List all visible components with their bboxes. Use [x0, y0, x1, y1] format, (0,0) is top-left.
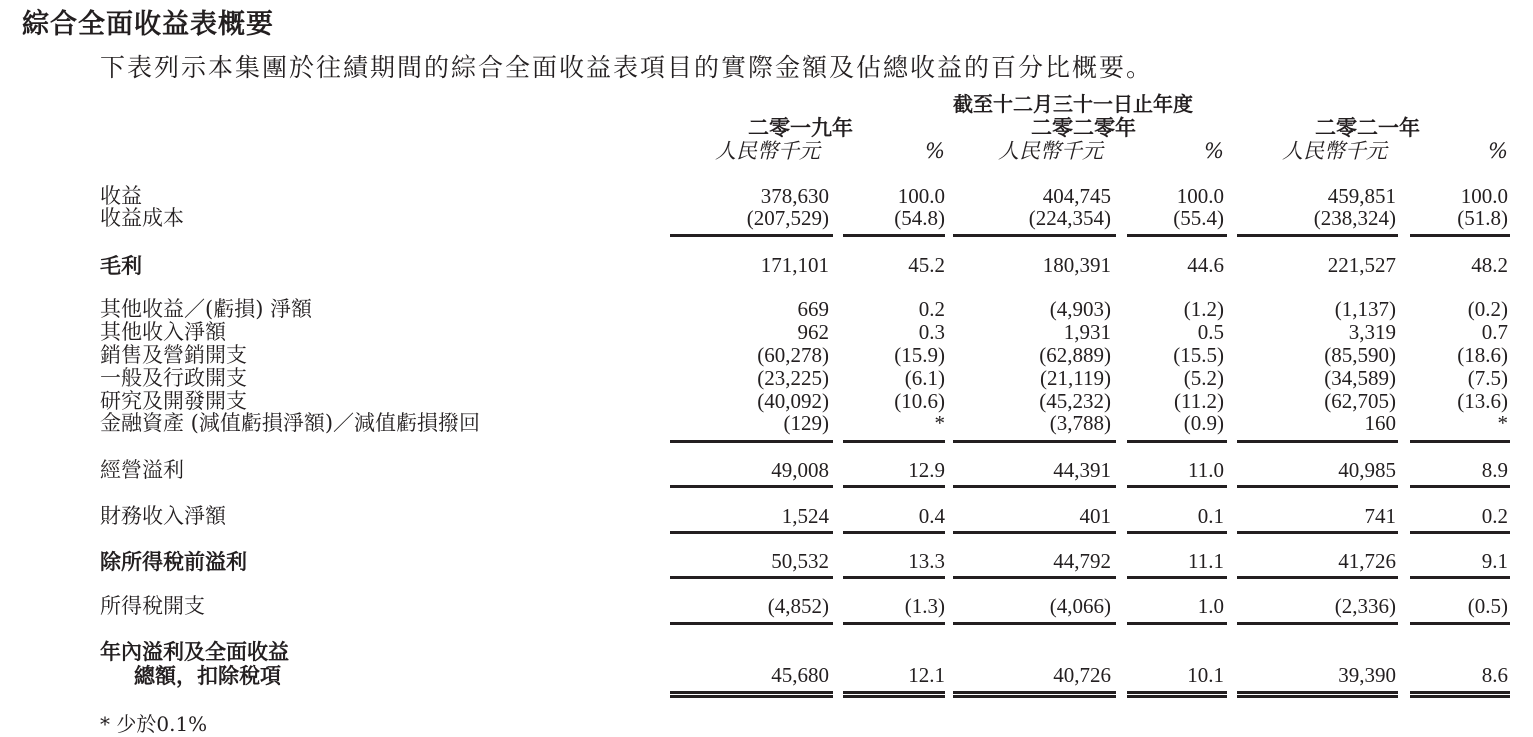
amount-cell: 180,391	[1042, 253, 1111, 277]
underline-rule	[843, 622, 945, 625]
amount-cell: (4,903)	[1049, 297, 1111, 321]
underline-rule	[1237, 440, 1398, 443]
double-underline-rule	[1127, 691, 1227, 698]
double-underline-rule	[1410, 691, 1510, 698]
percent-cell: *	[934, 411, 945, 435]
underline-rule	[953, 440, 1116, 443]
amount-cell: 401	[1079, 504, 1111, 528]
underline-rule	[670, 531, 833, 534]
amount-cell: 171,101	[760, 253, 829, 277]
amount-cell: 669	[797, 297, 829, 321]
intro-paragraph: 下表列示本集團於往績期間的綜合全面收益表項目的實際金額及佔總收益的百分比概要。	[100, 53, 1154, 82]
percent-cell: 0.5	[1197, 320, 1224, 344]
underline-rule	[1127, 234, 1227, 237]
double-underline-rule	[670, 691, 833, 698]
amount-cell: (3,788)	[1049, 411, 1111, 435]
underline-rule	[1237, 531, 1398, 534]
underline-rule	[1237, 234, 1398, 237]
row-label: 研究及開發開支	[100, 389, 247, 413]
underline-rule	[1237, 576, 1398, 579]
underline-rule	[1237, 485, 1398, 488]
underline-rule	[670, 576, 833, 579]
percent-cell: 10.1	[1187, 663, 1224, 687]
percent-cell: (11.2)	[1174, 389, 1224, 413]
column-pct-1: %	[1204, 139, 1224, 163]
percent-cell: 1.0	[1197, 594, 1224, 618]
amount-cell: 3,319	[1348, 320, 1396, 344]
percent-cell: 0.2	[918, 297, 945, 321]
row-label: 經營溢利	[100, 458, 184, 482]
amount-cell: 1,931	[1063, 320, 1111, 344]
percent-cell: 0.1	[1197, 504, 1224, 528]
amount-cell: (238,324)	[1313, 206, 1396, 230]
underline-rule	[1127, 485, 1227, 488]
row-label: 總額，扣除稅項	[134, 663, 281, 688]
percent-cell: 13.3	[908, 549, 945, 573]
amount-cell: 741	[1364, 504, 1396, 528]
column-unit-1: 人民幣千元	[998, 139, 1103, 163]
double-underline-rule	[1237, 691, 1398, 698]
percent-cell: 100.0	[1176, 184, 1224, 208]
column-pct-0: %	[925, 139, 945, 163]
underline-rule	[1127, 531, 1227, 534]
column-unit-2: 人民幣千元	[1282, 139, 1387, 163]
percent-cell: (7.5)	[1467, 366, 1508, 390]
underline-rule	[1410, 531, 1510, 534]
percent-cell: (55.4)	[1173, 206, 1224, 230]
underline-rule	[953, 531, 1116, 534]
percent-cell: 0.7	[1481, 320, 1508, 344]
underline-rule	[843, 440, 945, 443]
underline-rule	[843, 576, 945, 579]
underline-rule	[1410, 485, 1510, 488]
percent-cell: 12.1	[908, 663, 945, 687]
percent-cell: 8.9	[1481, 458, 1508, 482]
row-label: 金融資產 (減值虧損淨額)／減值虧損撥回	[100, 411, 481, 435]
row-label: 其他收入淨額	[100, 320, 226, 344]
underline-rule	[670, 234, 833, 237]
underline-rule	[1127, 576, 1227, 579]
amount-cell: (62,889)	[1039, 343, 1111, 367]
percent-cell: 45.2	[908, 253, 945, 277]
percent-cell: (10.6)	[894, 389, 945, 413]
underline-rule	[1410, 576, 1510, 579]
percent-cell: (15.9)	[894, 343, 945, 367]
percent-cell: *	[1497, 411, 1508, 435]
amount-cell: (129)	[783, 411, 829, 435]
amount-cell: 40,985	[1338, 458, 1396, 482]
footnote: * 少於0.1%	[100, 712, 208, 736]
amount-cell: (4,066)	[1049, 594, 1111, 618]
amount-cell: (85,590)	[1324, 343, 1396, 367]
row-label: 銷售及營銷開支	[100, 343, 247, 367]
amount-cell: (23,225)	[757, 366, 829, 390]
period-header: 截至十二月三十一日止年度	[953, 92, 1193, 116]
percent-cell: 0.2	[1481, 504, 1508, 528]
percent-cell: (0.9)	[1183, 411, 1224, 435]
double-underline-rule	[953, 691, 1116, 698]
row-label: 年內溢利及全面收益	[100, 639, 289, 664]
underline-rule	[1127, 622, 1227, 625]
row-label: 一般及行政開支	[100, 366, 247, 390]
percent-cell: (13.6)	[1457, 389, 1508, 413]
underline-rule	[1127, 440, 1227, 443]
amount-cell: 1,524	[781, 504, 829, 528]
row-label: 財務收入淨額	[100, 504, 226, 528]
amount-cell: (60,278)	[757, 343, 829, 367]
underline-rule	[670, 485, 833, 488]
percent-cell: (18.6)	[1457, 343, 1508, 367]
percent-cell: (1.3)	[904, 594, 945, 618]
amount-cell: (62,705)	[1324, 389, 1396, 413]
amount-cell: 160	[1364, 411, 1396, 435]
amount-cell: (2,336)	[1334, 594, 1396, 618]
column-pct-2: %	[1488, 139, 1508, 163]
amount-cell: (207,529)	[746, 206, 829, 230]
underline-rule	[670, 622, 833, 625]
percent-cell: 100.0	[897, 184, 945, 208]
underline-rule	[953, 576, 1116, 579]
row-label: 毛利	[100, 253, 142, 278]
percent-cell: 8.6	[1481, 663, 1508, 687]
section-heading: 綜合全面收益表概要	[22, 9, 274, 40]
percent-cell: (0.2)	[1467, 297, 1508, 321]
amount-cell: 378,630	[760, 184, 829, 208]
amount-cell: 404,745	[1042, 184, 1111, 208]
amount-cell: (34,589)	[1324, 366, 1396, 390]
amount-cell: 39,390	[1338, 663, 1396, 687]
column-unit-0: 人民幣千元	[715, 139, 820, 163]
amount-cell: (40,092)	[757, 389, 829, 413]
underline-rule	[953, 622, 1116, 625]
amount-cell: 40,726	[1053, 663, 1111, 687]
amount-cell: (224,354)	[1028, 206, 1111, 230]
underline-rule	[843, 531, 945, 534]
amount-cell: 221,527	[1327, 253, 1396, 277]
underline-rule	[1410, 622, 1510, 625]
percent-cell: (51.8)	[1457, 206, 1508, 230]
percent-cell: (5.2)	[1183, 366, 1224, 390]
percent-cell: 11.0	[1188, 458, 1224, 482]
amount-cell: (45,232)	[1039, 389, 1111, 413]
percent-cell: 44.6	[1187, 253, 1224, 277]
amount-cell: 50,532	[771, 549, 829, 573]
percent-cell: (54.8)	[894, 206, 945, 230]
percent-cell: 9.1	[1481, 549, 1508, 573]
underline-rule	[953, 234, 1116, 237]
underline-rule	[843, 485, 945, 488]
row-label: 所得稅開支	[100, 594, 205, 618]
percent-cell: (15.5)	[1173, 343, 1224, 367]
amount-cell: 962	[797, 320, 829, 344]
column-year-0: 二零一九年	[748, 115, 853, 140]
percent-cell: 11.1	[1188, 549, 1224, 573]
percent-cell: 48.2	[1471, 253, 1508, 277]
percent-cell: 0.3	[918, 320, 945, 344]
column-year-2: 二零二一年	[1315, 115, 1420, 140]
underline-rule	[843, 234, 945, 237]
double-underline-rule	[843, 691, 945, 698]
percent-cell: 0.4	[918, 504, 945, 528]
amount-cell: 49,008	[771, 458, 829, 482]
underline-rule	[670, 440, 833, 443]
amount-cell: 45,680	[771, 663, 829, 687]
underline-rule	[1410, 234, 1510, 237]
amount-cell: 41,726	[1338, 549, 1396, 573]
percent-cell: (0.5)	[1467, 594, 1508, 618]
underline-rule	[1410, 440, 1510, 443]
amount-cell: 44,792	[1053, 549, 1111, 573]
underline-rule	[1237, 622, 1398, 625]
amount-cell: (4,852)	[767, 594, 829, 618]
amount-cell: (21,119)	[1040, 366, 1111, 390]
amount-cell: 44,391	[1053, 458, 1111, 482]
percent-cell: (6.1)	[904, 366, 945, 390]
underline-rule	[953, 485, 1116, 488]
percent-cell: (1.2)	[1183, 297, 1224, 321]
amount-cell: (1,137)	[1334, 297, 1396, 321]
row-label: 收益成本	[100, 206, 184, 230]
percent-cell: 100.0	[1460, 184, 1508, 208]
column-year-1: 二零二零年	[1031, 115, 1136, 140]
row-label: 收益	[100, 184, 142, 208]
row-label: 其他收益／(虧損) 淨額	[100, 297, 313, 321]
percent-cell: 12.9	[908, 458, 945, 482]
amount-cell: 459,851	[1327, 184, 1396, 208]
row-label: 除所得稅前溢利	[100, 549, 247, 574]
